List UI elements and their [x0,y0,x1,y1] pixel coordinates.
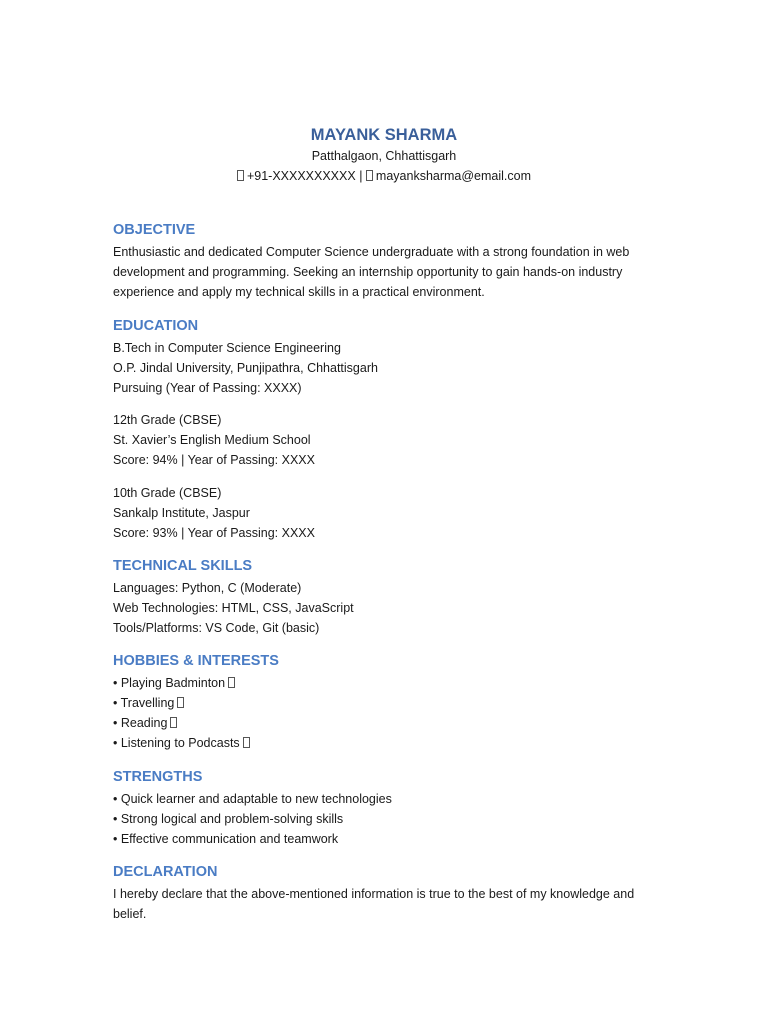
skill-line: Web Technologies: HTML, CSS, JavaScript [113,600,354,615]
declaration-section [113,862,655,924]
strength-item: • Quick learner and adaptable to new technologies [113,791,392,806]
declaration-line: I hereby declare that the above-mentioned information is true to the best of my knowledge and [113,886,635,901]
candidate-name: MAYANK SHARMA [310,126,458,144]
education-degree: 12th Grade (CBSE) [113,413,222,428]
hobby-label: • Travelling [113,696,175,711]
education-detail: Pursuing (Year of Passing: XXXX) [113,380,302,395]
education-entry [113,410,655,470]
objective-line: Enthusiastic and dedicated Computer Science undergraduate with a strong foundation in web [113,245,630,259]
hobby-label: • Playing Badminton [113,676,226,691]
hobby-item [113,733,655,753]
objective-line: development and programming. Seeking an internship opportunity to gain hands-on industry [113,265,623,280]
hobby-label: • Reading [113,716,168,731]
objective-section [113,220,655,303]
travel-emoji-icon [177,697,184,708]
strength-item: • Strong logical and problem-solving skills [113,811,344,826]
skill-line: Languages: Python, C (Moderate) [113,580,302,595]
education-institution: St. Xavier’s English Medium School [113,433,311,448]
strengths-title: STRENGTHS [113,768,203,785]
strengths-section [113,767,655,849]
education-title: EDUCATION [113,317,199,334]
education-entry [113,483,655,543]
hobby-label: • Listening to Podcasts [113,736,240,751]
education-degree: 10th Grade (CBSE) [113,485,222,500]
technical-skills-title: TECHNICAL SKILLS [113,557,253,574]
education-detail: Score: 93% | Year of Passing: XXXX [113,525,315,540]
book-emoji-icon [170,717,177,728]
email-address: mayanksharma@email.com [375,169,532,183]
hobby-item [113,713,655,733]
hobby-item [113,673,655,693]
declaration-title: DECLARATION [113,863,218,880]
candidate-location: Patthalgaon, Chhattisgarh [311,149,457,163]
hobbies-title: HOBBIES & INTERESTS [113,653,279,670]
education-detail: Score: 94% | Year of Passing: XXXX [113,453,315,468]
headphones-emoji-icon [243,737,250,748]
education-section [113,316,655,543]
resume-header [113,124,655,187]
skill-line: Tools/Platforms: VS Code, Git (basic) [113,620,320,635]
technical-skills-section [113,556,655,638]
education-entry [113,338,655,398]
education-institution: O.P. Jindal University, Punjipathra, Chhattisgarh [113,360,378,375]
education-institution: Sankalp Institute, Jaspur [113,505,250,520]
declaration-line: belief. [113,906,147,921]
contact-separator: | [359,169,363,183]
objective-title: OBJECTIVE [113,222,196,238]
phone-number: +91-XXXXXXXXXX [246,169,356,183]
education-degree: B.Tech in Computer Science Engineering [113,340,341,355]
objective-line: experience and apply my technical skills in a practical environment. [113,285,485,300]
hobbies-section [113,651,655,753]
contact-line [113,166,655,187]
strength-item: • Effective communication and teamwork [113,831,339,846]
hobby-item [113,693,655,713]
phone-icon [237,170,244,181]
email-icon [366,170,373,181]
badminton-emoji-icon [228,677,235,688]
